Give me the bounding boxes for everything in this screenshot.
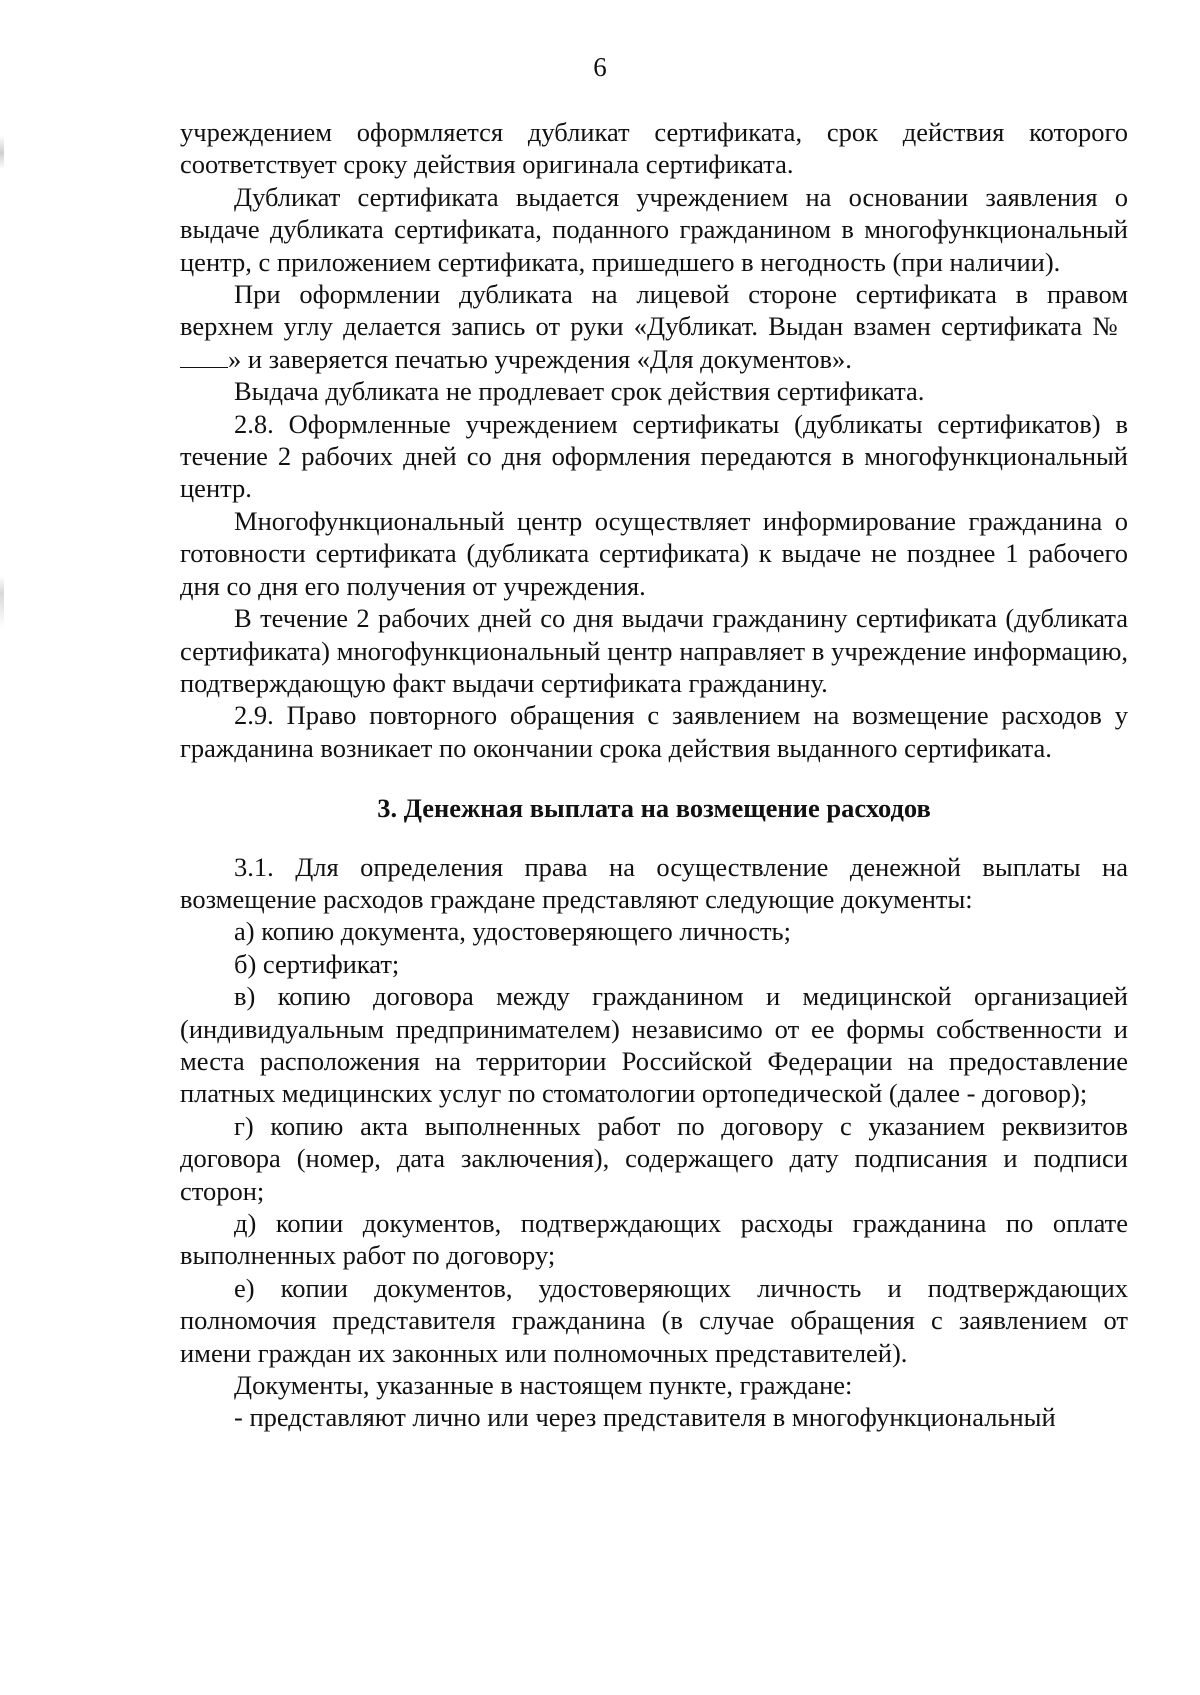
paragraph-3-1: 3.1. Для определения права на осуществление денежной выплаты на возмещение расходов граждане представляют следующие документы: [180, 851, 1128, 914]
paragraph-2-9: 2.9. Право повторного обращения с заявлением на возмещение расходов у гражданина возникает по окончании срока действия выданного сертификата. [180, 700, 1128, 763]
paragraph-duplicate-marking [180, 278, 1128, 375]
page-number: 6 [593, 52, 607, 82]
paragraph-mfc-confirmation: В течение 2 рабочих дней со дня выдачи гражданину сертификата (дубликата сертификата) многофункциональный центр направляет в учреждение информацию, подтверждающую факт выдачи сертификата гражданину. [180, 603, 1128, 698]
list-item-g: г) копию акта выполненных работ по договору с указанием реквизитов договора (номер, дата заключения), содержащего дату подписания и подписи сторон; [180, 1110, 1128, 1206]
paragraph-duplicate-issuance: Дубликат сертификата выдается учреждением на основании заявления о выдаче дубликата сертификата, поданного гражданином в многофункциональный центр, с приложением сертификата, пришедшего в негодность (при наличии). [180, 181, 1128, 277]
paragraph-2-8: 2.8. Оформленные учреждением сертификаты (дубликаты сертификатов) в течение 2 рабочих дней со дня оформления передаются в многофункциональный центр. [180, 408, 1128, 504]
paragraph-duplicate-validity: Выдача дубликата не продлевает срок действия сертификата. [234, 376, 925, 407]
section-3-heading: 3. Денежная выплата на возмещение расходов [377, 793, 931, 824]
paragraph-submission-method: - представляют лично или через представителя в многофункциональный [234, 1402, 1056, 1433]
list-item-v: в) копию договора между гражданином и медицинской организацией (индивидуальным предпринимателем) независимо от ее формы собственности и места расположения на территории Российской Федерации на предоставление платных медицинских услуг по стоматологии ортопедической (далее - договор); [180, 981, 1128, 1109]
document-body [180, 116, 1128, 1434]
list-item-a: а) копию документа, удостоверяющего личность; [234, 916, 791, 947]
paragraph-continuation: учреждением оформляется дубликат сертификата, срок действия которого соответствует сроку действия оригинала сертификата. [180, 117, 1128, 180]
list-item-d: д) копии документов, подтверждающих расходы гражданина по оплате выполненных работ по договору; [180, 1208, 1128, 1271]
list-item-e: е) копии документов, удостоверяющих личность и подтверждающих полномочия представителя гражданина (в случае обращения с заявлением от имени граждан их законных или полномочных представителей). [180, 1272, 1128, 1368]
paragraph-documents-intro: Документы, указанные в настоящем пункте, граждане: [234, 1370, 853, 1401]
paragraph-duplicate-marking-tail: » и заверяется печатью учреждения «Для документов». [228, 343, 852, 374]
paragraph-mfc-informing: Многофункциональный центр осуществляет информирование гражданина о готовности сертификата (дубликата сертификата) к выдаче не позднее 1 рабочего дня со дня его получения от учреждения. [180, 505, 1128, 601]
scan-edge-artifact [0, 0, 4, 1695]
certificate-number-blank [180, 345, 228, 368]
list-item-b: б) сертификат; [234, 948, 400, 979]
paragraph-duplicate-marking-text: При оформлении дубликата на лицевой стороне сертификата в правом верхнем углу делается запись от руки «Дубликат. Выдан взамен сертификата № [180, 279, 1128, 342]
